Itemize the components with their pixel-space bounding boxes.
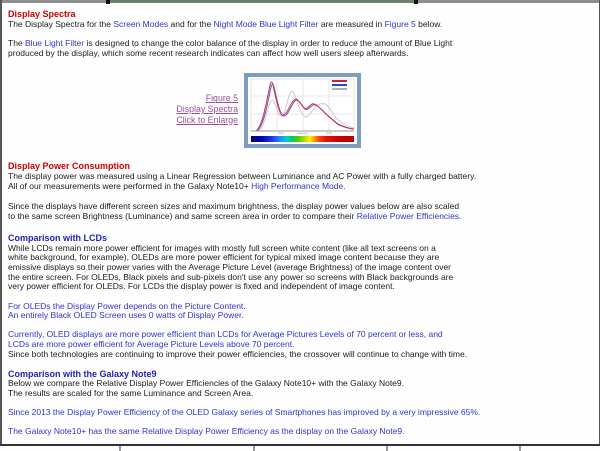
text: The [8,37,26,48]
lcd-paragraph [8,244,592,293]
table-border-top-middle [110,0,414,3]
text: the entire screen. For OLEDs, Black pixels and sub-pixels don't use any power so screens with Black backgrounds are [8,271,454,282]
table-column-tick [386,446,388,451]
text: Currently, OLED displays are more power efficient than LCDs for Average Pictures Levels of 70 percent or less, and [8,329,443,340]
text: The results are scaled for the same Luminance and Screen Area. [8,387,254,398]
article-content [8,10,592,437]
link-figure-5[interactable]: Figure 5 [384,18,416,29]
section-heading-display-spectra: Display Spectra [8,9,76,19]
table-column-tick [519,446,521,451]
text: produced by the display, which some recent research indicates can affect how well users sleep afterwards. [8,47,409,58]
text: below. [415,18,443,29]
legend-mark-red [332,80,347,82]
section-heading-display-power: Display Power Consumption [8,161,131,172]
spectra-paragraph-1 [8,20,592,30]
figure-5-link[interactable]: Figure 5 [205,93,238,104]
text: LCDs are more power efficient for Average Picture Levels above 70 percent. [8,339,295,350]
note9-paragraph [8,379,592,398]
power-paragraph-1 [8,172,592,191]
text: Below we compare the Relative Display Power Efficiencies of the Galaxy Note10+ with the Galaxy Note9. [8,378,404,389]
click-to-enlarge-link[interactable]: Click to Enlarge [176,114,238,125]
text: is designed to change the color balance of the display in order to reduce the amount of Blue Light [84,37,453,48]
text: emissive displays so their power varies with the Average Picture Level (average Brightness) of the image content over [8,261,452,272]
link-night-mode-blue-light-filter[interactable]: Night Mode Blue Light Filter [213,18,319,29]
page-border-left [0,0,2,446]
text: and for the [168,18,214,29]
spectra-chart-image [248,77,357,144]
text: to the same screen Brightness (Luminance) and same screen area in order to compare their [8,210,357,221]
text: are measured in [318,18,385,29]
note9-blue-note-2: The Galaxy Note10+ has the same Relative Display Power Efficiency as the display on the Galaxy Note9. [8,426,405,437]
text: The Display Spectra for the [8,18,114,29]
table-border-top-right [418,0,600,3]
page-border-bottom [0,444,600,446]
lcd-blue-note-2 [8,330,592,359]
spectra-paragraph-2 [8,39,592,58]
note9-blue-note-1: Since 2013 the Display Power Efficiency of the OLED Galaxy series of Smartphones has improved by a very impressive 65%. [8,407,481,418]
wavelength-gradient-bar [251,136,354,142]
section-heading-comparison-lcds: Comparison with LCDs [8,232,108,243]
link-relative-power-efficiencies[interactable]: Relative Power Efficiencies. [356,210,462,221]
table-column-tick [253,446,255,451]
section-heading-comparison-note9: Comparison with the Galaxy Note9 [8,368,157,379]
text: white background, for example), OLEDs are more power efficient for typical mixed image content because they are [8,252,440,263]
display-spectra-link[interactable]: Display Spectra [176,103,238,114]
link-high-performance-mode[interactable]: High Performance Mode. [251,180,346,191]
text: very power efficient for OLEDs. For LCDs the display power is fixed and independent of image content. [8,281,395,292]
text: Since both technologies are continuing to improve their power efficiencies, the crossover will continue to change with time. [8,348,468,359]
lcd-blue-note-1 [8,302,592,321]
text: Since the displays have different screen sizes and maximum brightness, the display power values below are also scaled [8,200,460,211]
table-column-tick [119,446,121,451]
spectra-chart-thumbnail[interactable] [244,73,361,148]
table-border-top-left [0,0,106,3]
legend-mark-gray [332,88,347,90]
figure-5-block [8,73,592,148]
text: The display power was measured using a Linear Regression between Luminance and AC Power with a fully charged battery. [8,171,477,182]
text: While LCDs remain more power efficient for images with mostly full screen white content (like all text screens on a [8,242,436,253]
text: For OLEDs the Display Power depends on the Picture Content. [8,300,246,311]
link-screen-modes[interactable]: Screen Modes [113,18,169,29]
legend-mark-blue [332,84,347,86]
power-paragraph-2 [8,202,592,221]
text: An entirely Black OLED Screen uses 0 watts of Display Power. [8,310,244,321]
link-blue-light-filter[interactable]: Blue Light Filter [25,37,85,48]
text: All of our measurements were performed in the Galaxy Note10+ [8,180,252,191]
figure-caption-links [8,73,238,148]
